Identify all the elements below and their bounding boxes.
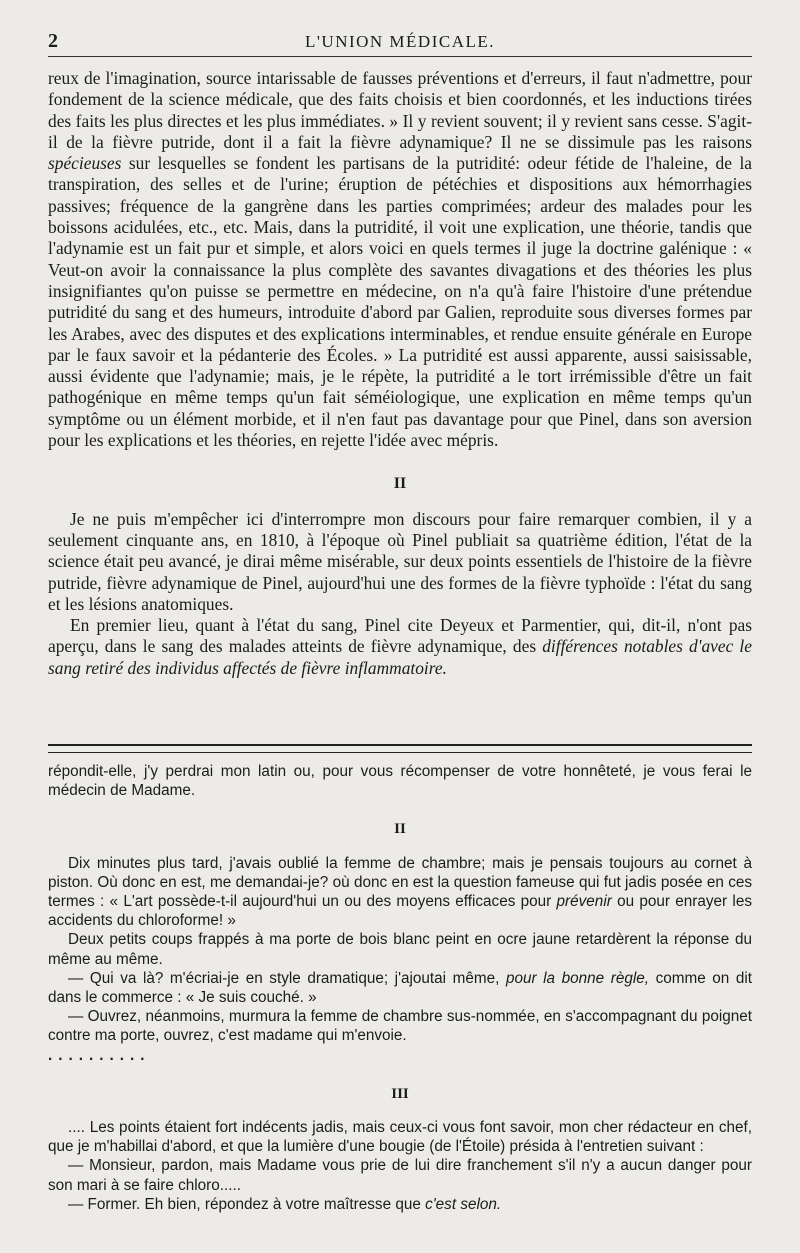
emphasis-cest-selon: c'est selon.	[425, 1195, 502, 1213]
feuilleton-paragraph-4-text: — Qui va là? m'écriai-je en style dramatique; j'ajoutai même,	[68, 969, 500, 987]
feuilleton-paragraph-2	[48, 854, 752, 931]
feuilleton-separator	[48, 744, 752, 753]
paragraph-3-text: En premier lieu, quant à l'état du sang, Pinel cite Deyeux et Parmentier, qui, dit-il, n'ont pas aperçu, dans le sang des malades atteints de fièvre adynamique, des	[48, 615, 752, 657]
emphasis-bonne-regle: pour la bonne règle,	[505, 969, 649, 987]
feuilleton-paragraph-7: — Monsieur, pardon, mais Madame vous prie de lui dire franchement s'il n'y a aucun danger pour son mari à se faire chloro.....	[48, 1157, 752, 1194]
paragraph-1-rest: sur lesquelles se fondent les partisans de la putridité: odeur fétide de l'haleine, de la transpiration, des selles et de l'urine; éruption de pétéchies et dispositions aux hémorrhagies passives; fréquence de la gangrène dans les parties comprimées; ardeur des malades pour les boissons acidulées, etc., etc. Mais, dans la putridité, il voit une explication, une théorie, tandis que l'adynamie est un fait pur et simple, et alors voici en quels termes il juge la doctrine galénique : « Veut-on avoir la connaissance la plus complète des savantes divagations et des théories les plus insignifiantes qu'on puisse se permettre en médecine, on n'a qu'à faire l'histoire d'une prétendue putridité du sang et des humeurs, introduite d'abord par Galien, reproduite sous diverses formes par les Arabes, avec des disputes et des explications interminables, et rendue ensuite générale en Europe par le faux savoir et la pédanterie des Écoles. » La putridité est aussi apparente, aussi saisissable, aussi évidente que l'adynamie; mais, je le répète, la putridité a le tort irrémissible d'être un fait pathogénique en même temps qu'un fait séméiologique, une explication en même temps qu'un symptôme ou un élément morbide, et il n'en faut pas davantage pour que Pinel, dans son aversion pour les explications et les théories, en rejette l'idée avec mépris.	[48, 153, 752, 451]
page-header	[48, 26, 752, 56]
header-rule	[48, 56, 752, 57]
feuilleton-paragraph-4-rest: comme on dit dans le commerce : « Je suis couché. »	[48, 969, 753, 1007]
running-title: L'UNION MÉDICALE.	[304, 32, 496, 51]
feuilleton-paragraph-8-text: — Former. Eh bien, répondez à votre maîtresse que	[68, 1195, 421, 1213]
emphasis-prevenir: prévenir	[556, 893, 612, 911]
ellipsis-dots: ..........	[48, 1046, 151, 1064]
feuilleton-paragraph-2-text: Dix minutes plus tard, j'avais oublié la femme de chambre; mais je pensais toujours au cornet à piston. Où donc en est, me demandai-je? où donc en est la question fameuse qui fut jadis posée en ces termes : « L'art possède-t-il aujourd'hui un ou des moyens efficaces pour	[48, 854, 752, 911]
feuilleton-paragraph-3: Deux petits coups frappés à ma porte de bois blanc peint en ocre jaune retardèrent la réponse du même au même.	[48, 931, 752, 968]
feuilleton-section	[48, 762, 752, 1214]
page-number: 2	[48, 30, 58, 52]
paragraph-1-text: reux de l'imagination, source intarissable de fausses préventions et d'erreurs, il faut n'admettre, pour fondement de la science médicale, que des faits choisis et bien coordonnés, et les inductions tirées des faits les plus directes et les plus immédiates. » Il y revient souvent; il y revient sans cesse. S'agit-il de la fièvre putride, dont il a fait la fièvre adynamique? Il ne se dissimule pas les raisons	[48, 68, 752, 152]
feuilleton-paragraph-2-rest: ou pour enrayer les accidents du chloroforme! »	[48, 893, 752, 930]
main-article	[48, 68, 752, 679]
emphasis-speciouses: spécieuses	[48, 153, 122, 174]
feuilleton-paragraph-4	[48, 969, 752, 1007]
feuilleton-paragraph-5: — Ouvrez, néanmoins, murmura la femme de chambre sus-nommée, en s'accompagnant du poignet contre ma porte, ouvrez, c'est madame qui m'envoie.	[48, 1008, 752, 1045]
paragraph-3	[48, 615, 752, 679]
feuilleton-section-ii: II	[394, 821, 406, 838]
feuilleton-paragraph-8	[48, 1195, 752, 1214]
section-number-ii: II	[393, 475, 407, 493]
feuilleton-paragraph-6: .... Les points étaient fort indécents jadis, mais ceux-ci vous font savoir, mon cher rédacteur en chef, que je m'habillai d'abord, et que la lumière d'une bougie (de l'Étoile) présida à l'entretien suivant :	[48, 1119, 752, 1156]
feuilleton-section-iii: III	[391, 1085, 409, 1102]
feuilleton-paragraph-1: répondit-elle, j'y perdrai mon latin ou, pour vous récompenser de votre honnêteté, je vous ferai le médecin de Madame.	[48, 763, 752, 800]
paragraph-2: Je ne puis m'empêcher ici d'interrompre mon discours pour faire remarquer combien, il y a seulement cinquante ans, en 1810, à l'époque où Pinel publiait sa quatrième édition, l'état de la science était peu avancé, je dirai même misérable, sur deux points essentiels de l'histoire de la fièvre putride, fièvre adynamique de Pinel, aujourd'hui une des formes de la fièvre typhoïde : l'état du sang et les lésions anatomiques.	[48, 508, 752, 614]
paragraph-1	[48, 68, 752, 451]
emphasis-differences: différences notables d'avec le sang retiré des individus affectés de fièvre inflammatoire.	[48, 636, 752, 678]
